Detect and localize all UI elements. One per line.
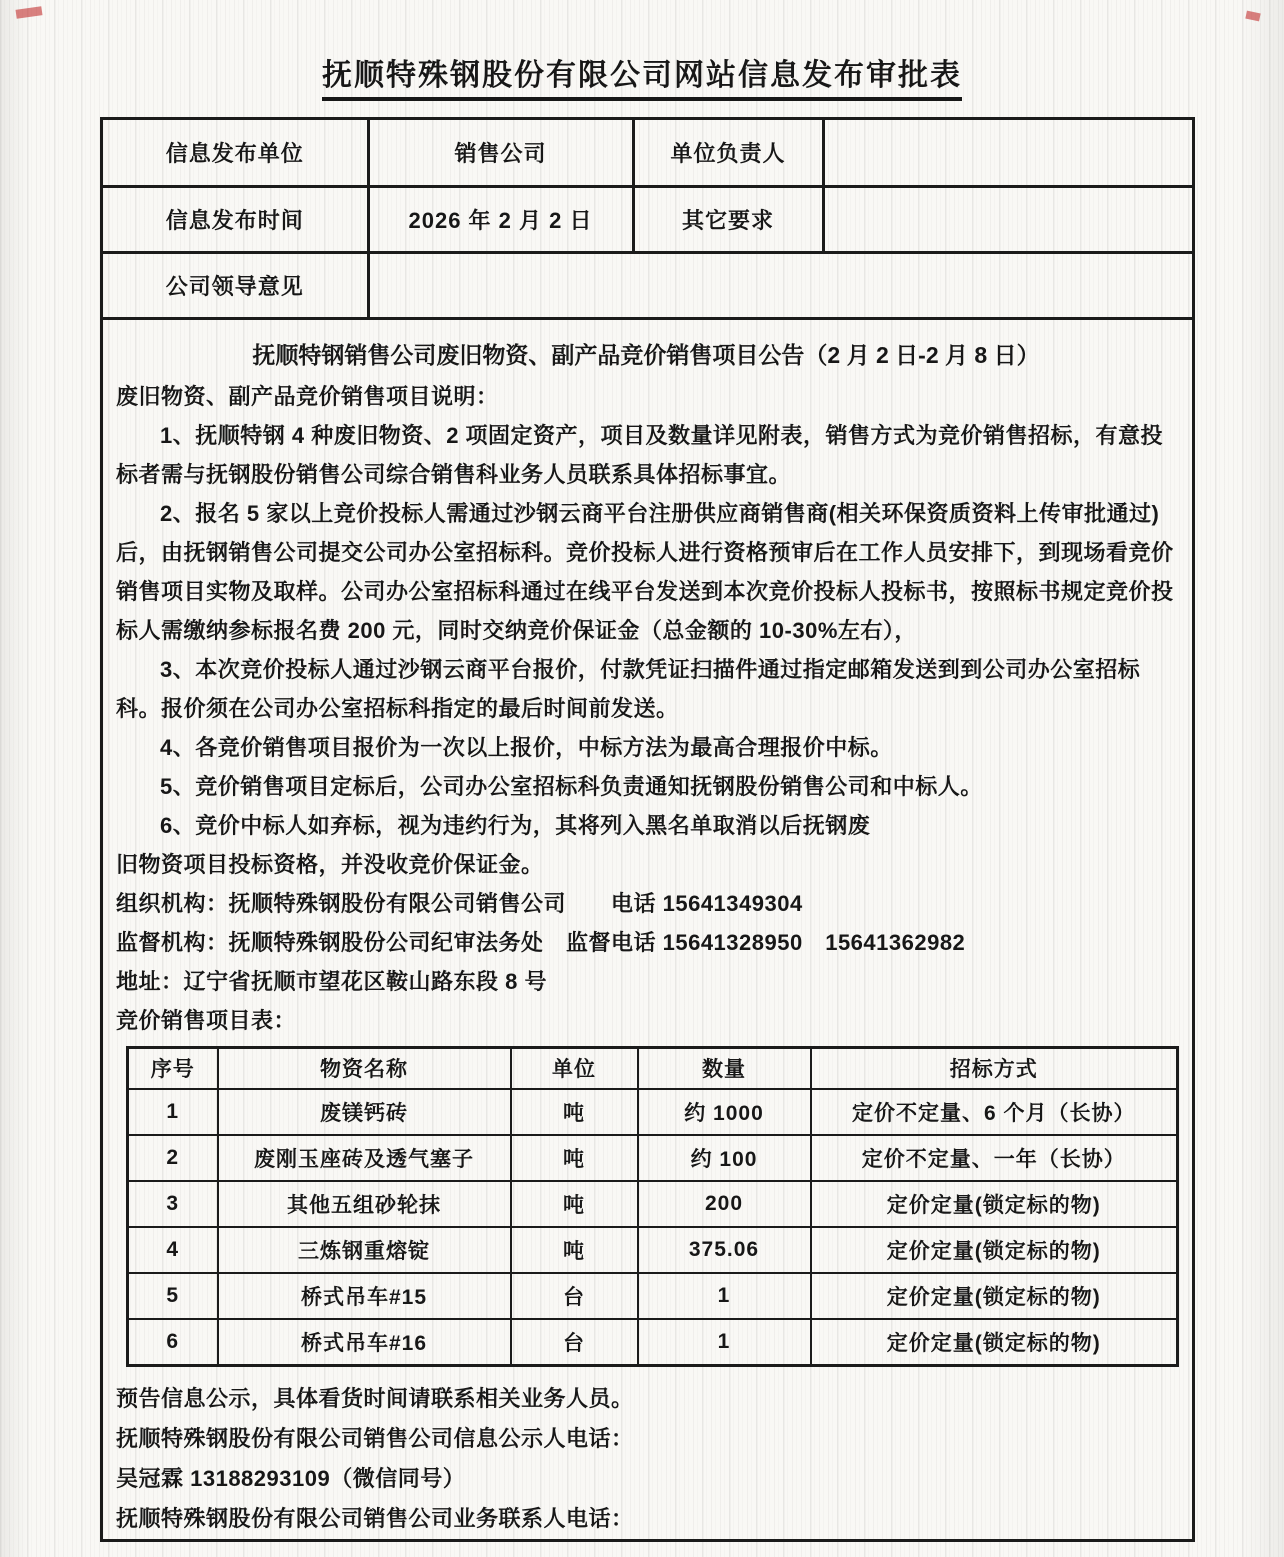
cell-quantity: 200 (638, 1181, 811, 1227)
cell-seq: 2 (128, 1135, 218, 1181)
table-header-row (128, 1047, 1178, 1089)
announcement-body (103, 320, 1192, 1371)
table-row (128, 1319, 1178, 1365)
cell-method: 定价定量(锁定标的物) (811, 1273, 1178, 1319)
table-row (128, 1135, 1178, 1181)
cell-material: 其他五组砂轮抹 (218, 1181, 511, 1227)
publicity-contact-line: 抚顺特殊钢股份有限公司销售公司信息公示人电话： (116, 1425, 634, 1451)
business-contact-line: 抚顺特殊钢股份有限公司销售公司业务联系人电话： (116, 1505, 634, 1531)
approval-form (100, 117, 1195, 1542)
table-row (128, 1089, 1178, 1135)
unit-responsible-value (823, 120, 1192, 186)
publish-time-value: 2026 年 2 月 2 日 (368, 186, 633, 252)
announcement-item-6-continuation: 旧物资项目投标资格，并没收竞价保证金。 (116, 851, 544, 877)
cell-seq: 6 (128, 1319, 218, 1365)
cell-method: 定价定量(锁定标的物) (811, 1319, 1178, 1365)
cell-unit: 吨 (511, 1135, 638, 1181)
footer-section (103, 1371, 1192, 1539)
table-row (128, 1227, 1178, 1273)
cell-material: 废刚玉座砖及透气塞子 (218, 1135, 511, 1181)
cell-quantity: 1 (638, 1319, 811, 1365)
col-header-material: 物资名称 (218, 1047, 511, 1089)
table-row (103, 252, 1192, 318)
leader-opinion-value (368, 252, 1192, 318)
preview-notice: 预告信息公示，具体看货时间请联系相关业务人员。 (116, 1385, 634, 1411)
cell-method: 定价不定量、6 个月（长协） (811, 1089, 1178, 1135)
table-row (103, 120, 1192, 186)
page-title-text: 抚顺特殊钢股份有限公司网站信息发布审批表 (322, 50, 962, 101)
col-header-seq: 序号 (128, 1047, 218, 1089)
publish-unit-label: 信息发布单位 (103, 120, 368, 186)
cell-seq: 1 (128, 1089, 218, 1135)
announcement-item-1: 1、抚顺特钢 4 种废旧物资、2 项固定资产，项目及数量详见附表，销售方式为竞价销售招标，有意投标者需与抚钢股份销售公司综合销售科业务人员联系具体招标事宜。 (116, 422, 1164, 487)
col-header-quantity: 数量 (638, 1047, 811, 1089)
publish-unit-value: 销售公司 (368, 120, 633, 186)
cell-material: 三炼钢重熔锭 (218, 1227, 511, 1273)
col-header-method: 招标方式 (811, 1047, 1178, 1089)
supervision-line: 监督机构：抚顺特殊钢股份公司纪审法务处 监督电话 15641328950 15641362982 (116, 929, 966, 955)
cell-method: 定价定量(锁定标的物) (811, 1227, 1178, 1273)
cell-quantity: 约 1000 (638, 1089, 811, 1135)
cell-seq: 4 (128, 1227, 218, 1273)
cell-unit: 台 (511, 1319, 638, 1365)
announcement-item-2: 2、报名 5 家以上竞价投标人需通过沙钢云商平台注册供应商销售商(相关环保资质资料上传审批通过)后，由抚钢销售公司提交公司办公室招标科。竞价投标人进行资格预审后在工作人员安排下，到现场看竞价销售项目实物及取样。公司办公室招标科通过在线平台发送到本次竞价投标人投标书，按照标书规定竞价投标人需缴纳参标报名费 200 元，同时交纳竞价保证金（总金额的 10-30%左右）， (116, 500, 1174, 643)
announcement-item-6: 6、竞价中标人如弃标，视为违约行为，其将列入黑名单取消以后抚钢废 (160, 812, 871, 838)
unit-responsible-label: 单位负责人 (633, 120, 823, 186)
approval-header-table (103, 120, 1192, 320)
cell-quantity: 约 100 (638, 1135, 811, 1181)
announcement-item-3: 3、本次竞价投标人通过沙钢云商平台报价，付款凭证扫描件通过指定邮箱发送到到公司办公室招标科。报价须在公司办公室招标科指定的最后时间前发送。 (116, 656, 1141, 721)
cell-seq: 5 (128, 1273, 218, 1319)
announcement-title: 抚顺特钢销售公司废旧物资、副产品竞价销售项目公告（2 月 2 日-2 月 8 日） (252, 341, 1040, 368)
contact-person-line: 吴冠霖 13188293109（微信同号） (116, 1465, 466, 1491)
organization-line: 组织机构：抚顺特殊钢股份有限公司销售公司 电话 15641349304 (116, 890, 803, 916)
cell-unit: 台 (511, 1273, 638, 1319)
cell-quantity: 375.06 (638, 1227, 811, 1273)
cell-material: 桥式吊车#16 (218, 1319, 511, 1365)
cell-quantity: 1 (638, 1273, 811, 1319)
announcement-item-5: 5、竞价销售项目定标后，公司办公室招标科负责通知抚钢股份销售公司和中标人。 (160, 773, 983, 799)
announcement-item-4: 4、各竞价销售项目报价为一次以上报价，中标方法为最高合理报价中标。 (160, 734, 893, 760)
col-header-unit: 单位 (511, 1047, 638, 1089)
table-row (128, 1273, 1178, 1319)
bidding-items-table (126, 1046, 1179, 1367)
page-title (0, 0, 1284, 101)
cell-material: 桥式吊车#15 (218, 1273, 511, 1319)
cell-unit: 吨 (511, 1227, 638, 1273)
cell-unit: 吨 (511, 1181, 638, 1227)
table-row (128, 1181, 1178, 1227)
cell-material: 废镁钙砖 (218, 1089, 511, 1135)
other-requirements-label: 其它要求 (633, 186, 823, 252)
other-requirements-value (823, 186, 1192, 252)
cell-seq: 3 (128, 1181, 218, 1227)
publish-time-label: 信息发布时间 (103, 186, 368, 252)
address-line: 地址：辽宁省抚顺市望花区鞍山路东段 8 号 (116, 968, 547, 994)
cell-method: 定价不定量、一年（长协） (811, 1135, 1178, 1181)
leader-opinion-label: 公司领导意见 (103, 252, 368, 318)
table-row (103, 186, 1192, 252)
cell-method: 定价定量(锁定标的物) (811, 1181, 1178, 1227)
items-table-caption: 竞价销售项目表： (116, 1007, 297, 1033)
announcement-intro: 废旧物资、副产品竞价销售项目说明： (116, 383, 499, 409)
cell-unit: 吨 (511, 1089, 638, 1135)
